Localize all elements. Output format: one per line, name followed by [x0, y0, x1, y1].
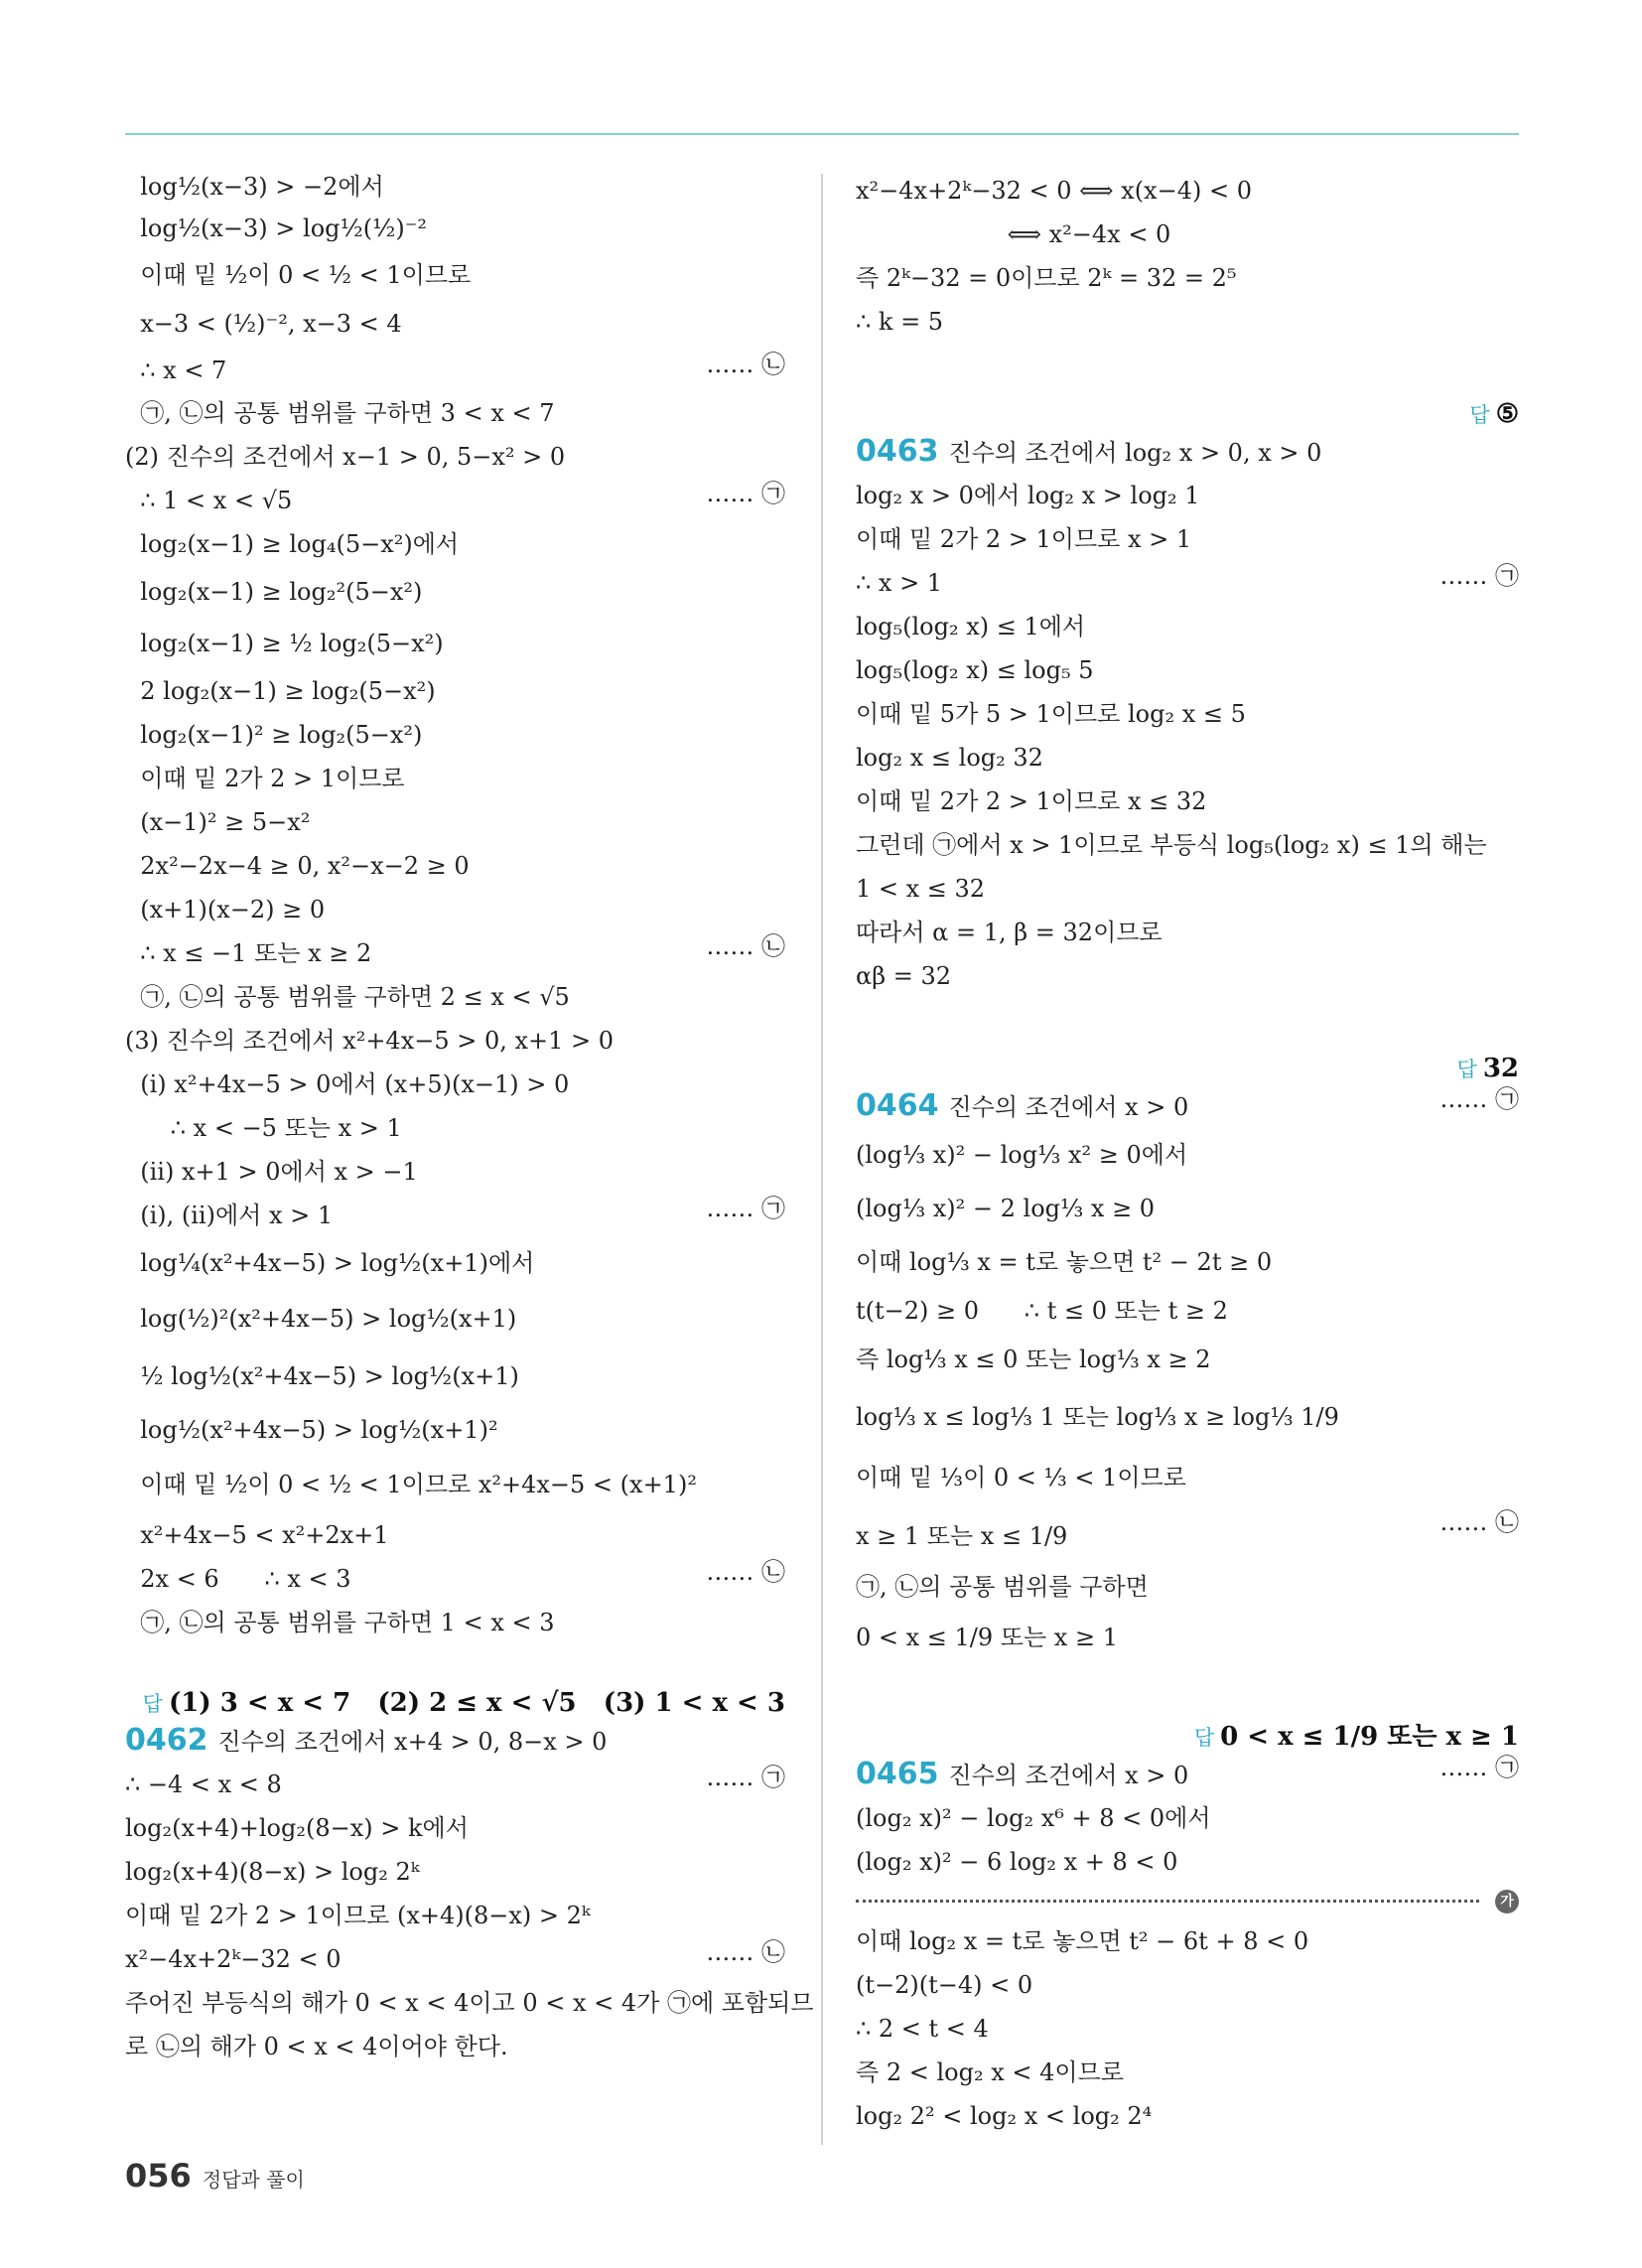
- line-text: log₂ 2² < log₂ x < log₂ 2⁴: [856, 2102, 1153, 2130]
- page-number: 056: [125, 2157, 192, 2195]
- solution-line: [856, 1963, 1519, 2007]
- solution-line: [125, 888, 785, 931]
- solution-line: [125, 169, 785, 205]
- solution-line: [856, 561, 1519, 605]
- line-text: t(t−2) ≥ 0 ∴ t ≤ 0 또는 t ≥ 2: [856, 1297, 1228, 1325]
- line-text: log½(x²+4x−5) > log½(x+1)²: [125, 1416, 498, 1444]
- solution-line: [856, 474, 1519, 517]
- solution-line: [125, 1456, 785, 1513]
- solution-line: [856, 430, 1519, 474]
- line-text: 이때 log⅓ x = t로 놓으면 t² − 2t ≥ 0: [856, 1248, 1273, 1276]
- line-text: 즉 log⅓ x ≤ 0 또는 log⅓ x ≥ 2: [856, 1346, 1211, 1373]
- line-text: log₂(x−1) ≥ log₄(5−x²)에서: [125, 530, 460, 558]
- solution-line: [125, 566, 785, 618]
- line-text: 진수의 조건에서 x+4 > 0, 8−x > 0: [217, 1728, 608, 1756]
- line-text: log¼(x²+4x−5) > log½(x+1)에서: [125, 1249, 535, 1277]
- line-text: ㉠, ㉡의 공통 범위를 구하면 1 < x < 3: [125, 1609, 555, 1636]
- line-text: 따라서 α = 1, β = 32이므로: [856, 919, 1163, 946]
- solution-line: [125, 1019, 785, 1063]
- solution-line: [125, 2025, 785, 2068]
- ga-marker: 가: [1495, 1890, 1519, 1914]
- line-text: log⅓ x ≤ log⅓ 1 또는 log⅓ x ≥ log⅓ 1/9: [856, 1403, 1339, 1431]
- line-text: 진수의 조건에서 x > 0: [948, 1762, 1189, 1789]
- reference-mark: …… ㉡: [706, 1938, 785, 1966]
- solution-line: [856, 517, 1519, 561]
- line-text: (ⅱ) x+1 > 0에서 x > −1: [125, 1158, 418, 1186]
- problem-number: 0463: [856, 434, 939, 469]
- line-text: 이때 log₂ x = t로 놓으면 t² − 6t + 8 < 0: [856, 1927, 1309, 1955]
- solution-line: [856, 1753, 1519, 1796]
- solution-line: [856, 867, 1519, 911]
- solution-line: [125, 931, 785, 975]
- problem-number: 0462: [125, 1723, 208, 1758]
- reference-mark: …… ㉡: [706, 932, 785, 960]
- right-column: [856, 169, 1519, 2138]
- line-text: x²−4x+2ᵏ−32 < 0: [125, 1945, 342, 1973]
- answer-line: [125, 1644, 785, 1719]
- line-text: x²+4x−5 < x²+2x+1: [125, 1521, 389, 1549]
- line-text: 이때 밑 5가 5 > 1이므로 log₂ x ≤ 5: [856, 700, 1246, 728]
- solution-line: [856, 1289, 1519, 1333]
- solution-line: [856, 213, 1519, 256]
- reference-mark: …… ㉡: [706, 351, 785, 378]
- line-text: 진수의 조건에서 log₂ x > 0, x > 0: [948, 439, 1322, 467]
- line-text: ½ log½(x²+4x−5) > log½(x+1): [125, 1362, 519, 1390]
- solution-line: [856, 1565, 1519, 1609]
- line-text: x²−4x+2ᵏ−32 < 0 ⟺ x(x−4) < 0: [856, 177, 1252, 205]
- line-text: 즉 2ᵏ−32 = 0이므로 2ᵏ = 32 = 2⁵: [856, 264, 1237, 292]
- reference-mark: …… ㉡: [706, 1558, 785, 1586]
- line-text: log₅(log₂ x) ≤ 1에서: [856, 613, 1086, 640]
- answer-value: 32: [1482, 1054, 1519, 1083]
- answer-line: [856, 344, 1519, 430]
- solution-line: [125, 1289, 785, 1348]
- line-text: ∴ k = 5: [856, 308, 944, 336]
- reference-mark: …… ㉠: [706, 1195, 785, 1222]
- solution-line: [125, 298, 785, 350]
- line-text: x−3 < (½)⁻², x−3 < 4: [125, 310, 402, 338]
- solution-line: [856, 1084, 1519, 1128]
- solution-line: [125, 1806, 785, 1850]
- solution-line: [856, 169, 1519, 213]
- footer-title: 정답과 풀이: [202, 2168, 305, 2192]
- problem-number: 0464: [856, 1088, 939, 1123]
- line-text: (2) 진수의 조건에서 x−1 > 0, 5−x² > 0: [125, 443, 566, 471]
- line-text: ∴ x > 1: [856, 569, 943, 597]
- solution-line: [856, 1128, 1519, 1182]
- solution-line: [125, 1063, 785, 1106]
- line-text: ∴ −4 < x < 8: [125, 1771, 282, 1798]
- line-text: (t−2)(t−4) < 0: [856, 1971, 1033, 1999]
- section-separator: [856, 1890, 1519, 1912]
- line-text: ∴ x < 7: [125, 356, 227, 384]
- solution-line: [125, 1106, 785, 1150]
- reference-mark: …… ㉠: [706, 1764, 785, 1791]
- line-text: (log⅓ x)² − log⅓ x² ≥ 0에서: [856, 1141, 1188, 1169]
- line-text: log₅(log₂ x) ≤ log₅ 5: [856, 656, 1094, 684]
- line-text: ⟺ x²−4x < 0: [856, 220, 1171, 248]
- line-text: log₂ x > 0에서 log₂ x > log₂ 1: [856, 482, 1200, 509]
- solution-line: [856, 1840, 1519, 1884]
- line-text: 2 log₂(x−1) ≥ log₂(5−x²): [125, 677, 436, 705]
- solution-line: [856, 692, 1519, 736]
- answer-label: 답: [1456, 1058, 1477, 1081]
- line-text: ∴ x < −5 또는 x > 1: [125, 1114, 402, 1142]
- solution-line: [856, 648, 1519, 692]
- solution-line: [125, 391, 785, 435]
- solution-line: [856, 736, 1519, 780]
- solution-line: [125, 252, 785, 298]
- solution-line: [125, 1763, 785, 1806]
- answer-label: 답: [142, 1692, 163, 1716]
- solution-line: [856, 1333, 1519, 1386]
- answer-line: [856, 1666, 1519, 1753]
- line-text: 즉 2 < log₂ x < 4이므로: [856, 2058, 1124, 2086]
- solution-line: [125, 1894, 785, 1937]
- line-text: (log₂ x)² − 6 log₂ x + 8 < 0: [856, 1848, 1178, 1876]
- solution-line: [125, 1348, 785, 1404]
- solution-line: [125, 1513, 785, 1557]
- solution-line: [125, 522, 785, 566]
- line-text: 이때 밑 2가 2 > 1이므로 (x+4)(8−x) > 2ᵏ: [125, 1902, 591, 1929]
- line-text: log½(x−3) > log½(½)⁻²: [125, 214, 428, 242]
- solution-line: [125, 350, 785, 391]
- top-rule: [125, 133, 1519, 135]
- line-text: 이때 밑 ⅓이 0 < ⅓ < 1이므로: [856, 1464, 1186, 1491]
- solution-line: [856, 1609, 1519, 1666]
- line-text: 1 < x ≤ 32: [856, 875, 986, 903]
- line-text: 이때 밑 2가 2 > 1이므로 x > 1: [856, 525, 1192, 553]
- solution-line: [125, 757, 785, 800]
- line-text: 그런데 ㉠에서 x > 1이므로 부등식 log₅(log₂ x) ≤ 1의 해는: [856, 831, 1487, 859]
- solution-line: [856, 1182, 1519, 1235]
- solution-line: [125, 1981, 814, 2025]
- solution-line: [856, 2051, 1519, 2094]
- page-footer: [125, 2157, 305, 2195]
- solution-line: [856, 2007, 1519, 2051]
- reference-mark: …… ㉠: [1439, 1754, 1519, 1781]
- line-text: 로 ㉡의 해가 0 < x < 4이어야 한다.: [125, 2033, 508, 2060]
- solution-line: [125, 713, 785, 757]
- solution-line: [856, 605, 1519, 648]
- solution-line: [856, 1448, 1519, 1507]
- column-divider: [821, 174, 823, 2145]
- solution-line: [125, 669, 785, 713]
- solution-line: [125, 1404, 785, 1456]
- solution-line: [856, 823, 1519, 867]
- solution-line: [856, 911, 1519, 954]
- line-text: 2x < 6 ∴ x < 3: [125, 1565, 351, 1593]
- solution-line: [125, 1850, 785, 1894]
- left-column: [125, 169, 814, 2068]
- reference-mark: …… ㉠: [1439, 1085, 1519, 1113]
- line-text: ㉠, ㉡의 공통 범위를 구하면 3 < x < 7: [125, 399, 555, 427]
- line-text: ∴ 2 < t < 4: [856, 2015, 989, 2043]
- solution-line: [856, 1386, 1519, 1448]
- solution-line: [856, 1796, 1519, 1840]
- line-text: (ⅰ) x²+4x−5 > 0에서 (x+5)(x−1) > 0: [125, 1070, 570, 1098]
- line-text: (3) 진수의 조건에서 x²+4x−5 > 0, x+1 > 0: [125, 1027, 615, 1055]
- line-text: 이때 밑 ½이 0 < ½ < 1이므로 x²+4x−5 < (x+1)²: [125, 1471, 697, 1498]
- reference-mark: …… ㉠: [1439, 562, 1519, 590]
- solution-line: [125, 844, 785, 888]
- line-text: 0 < x ≤ 1/9 또는 x ≥ 1: [856, 1624, 1118, 1651]
- answer-label: 답: [1193, 1726, 1215, 1750]
- line-text: log₂(x+4)(8−x) > log₂ 2ᵏ: [125, 1858, 420, 1886]
- answer-label: 답: [1469, 403, 1490, 427]
- line-text: (x−1)² ≥ 5−x²: [125, 808, 311, 836]
- solution-line: [125, 800, 785, 844]
- solution-line: [125, 205, 785, 252]
- line-text: x ≥ 1 또는 x ≤ 1/9: [856, 1522, 1068, 1550]
- line-text: (x+1)(x−2) ≥ 0: [125, 896, 326, 923]
- line-text: log₂(x+4)+log₂(8−x) > k에서: [125, 1814, 469, 1842]
- line-text: log₂(x−1) ≥ log₂²(5−x²): [125, 578, 423, 606]
- line-text: ㉠, ㉡의 공통 범위를 구하면 2 ≤ x < √5: [125, 983, 570, 1011]
- line-text: αβ = 32: [856, 962, 951, 990]
- line-text: ∴ 1 < x < √5: [125, 487, 293, 514]
- solution-line: [856, 954, 1519, 998]
- line-text: ∴ x ≤ −1 또는 x ≥ 2: [125, 939, 372, 967]
- solution-line: [856, 1235, 1519, 1289]
- solution-line: [856, 1507, 1519, 1565]
- solution-line: [856, 780, 1519, 823]
- line-text: 이때 밑 2가 2 > 1이므로 x ≤ 32: [856, 787, 1207, 815]
- solution-line: [125, 1937, 785, 1981]
- solution-line: [125, 435, 785, 479]
- answer-value: ⑤: [1495, 399, 1519, 429]
- dotted-rule: [856, 1900, 1479, 1903]
- answer-line: [856, 998, 1519, 1084]
- line-text: (log⅓ x)² − 2 log⅓ x ≥ 0: [856, 1195, 1156, 1222]
- problem-number: 0465: [856, 1757, 939, 1791]
- line-text: log(½)²(x²+4x−5) > log½(x+1): [125, 1305, 517, 1333]
- line-text: 이때 밑 ½이 0 < ½ < 1이므로: [125, 261, 472, 289]
- line-text: 2x²−2x−4 ≥ 0, x²−x−2 ≥ 0: [125, 852, 470, 880]
- line-text: 주어진 부등식의 해가 0 < x < 4이고 0 < x < 4가 ㉠에 포함되므: [125, 1989, 814, 2017]
- solution-line: [856, 1919, 1519, 1963]
- solution-line: [125, 1601, 785, 1644]
- line-text: log₂(x−1) ≥ ½ log₂(5−x²): [125, 630, 444, 657]
- line-text: log₂ x ≤ log₂ 32: [856, 744, 1043, 772]
- line-text: (ⅰ), (ⅱ)에서 x > 1: [125, 1202, 334, 1229]
- line-text: ㉠, ㉡의 공통 범위를 구하면: [856, 1573, 1149, 1601]
- solution-line: [125, 1557, 785, 1601]
- line-text: 진수의 조건에서 x > 0: [948, 1093, 1189, 1121]
- answer-value: 0 < x ≤ 1/9 또는 x ≥ 1: [1220, 1722, 1519, 1752]
- solution-line: [125, 1150, 785, 1194]
- solution-line: [856, 300, 1519, 344]
- solution-line: [125, 1194, 785, 1237]
- solution-line: [125, 1237, 785, 1289]
- solution-line: [125, 479, 785, 522]
- solution-line: [125, 1719, 785, 1763]
- line-text: (log₂ x)² − log₂ x⁶ + 8 < 0에서: [856, 1804, 1211, 1832]
- solution-line: [125, 975, 785, 1019]
- reference-mark: …… ㉡: [1439, 1508, 1519, 1536]
- solution-line: [856, 2094, 1519, 2138]
- line-text: log½(x−3) > −2에서: [125, 173, 384, 201]
- line-text: log₂(x−1)² ≥ log₂(5−x²): [125, 721, 423, 749]
- line-text: 이때 밑 2가 2 > 1이므로: [125, 765, 405, 792]
- solution-line: [125, 618, 785, 669]
- reference-mark: …… ㉠: [706, 480, 785, 507]
- solution-line: [856, 256, 1519, 300]
- answer-value: (1) 3 < x < 7 (2) 2 ≤ x < √5 (3) 1 < x < 3: [168, 1688, 785, 1718]
